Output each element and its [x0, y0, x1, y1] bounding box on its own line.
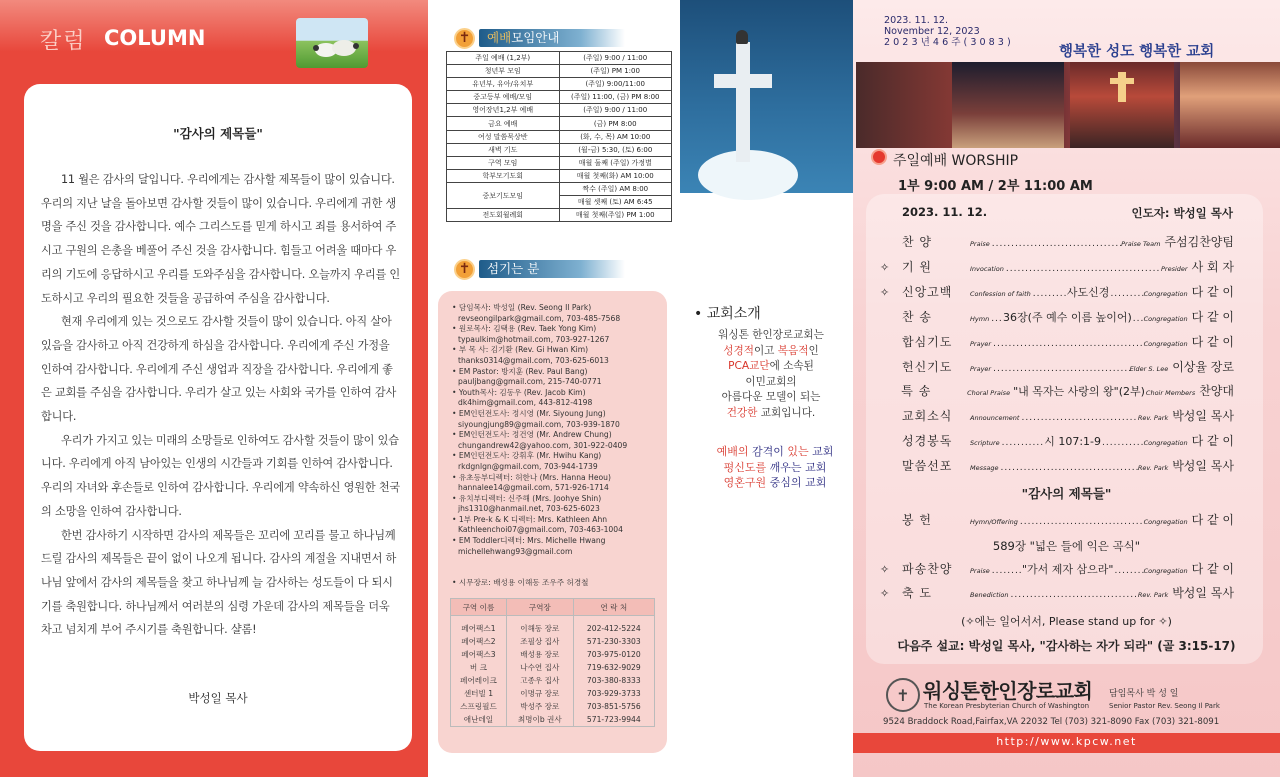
- leader-dots: [992, 239, 1121, 249]
- zone-row: [451, 713, 655, 726]
- order-label-en: Prayer: [970, 364, 992, 373]
- order-role-en: Congregation: [1143, 439, 1188, 448]
- intro-line: 이민교회의: [745, 375, 797, 388]
- order-person: 이상율 장로: [1172, 359, 1234, 374]
- order-label: 찬 양: [902, 235, 932, 249]
- leader-dots: [1002, 438, 1044, 448]
- servants-header: [454, 258, 625, 280]
- church-motto: 행복한 성도 행복한 교회: [1059, 44, 1215, 60]
- intro-word: 교회입니다.: [757, 406, 816, 419]
- schedule-event: 영어장년1,2부 예배: [447, 104, 560, 117]
- order-label: 기 원: [902, 259, 932, 274]
- servant-contact: dk4him@gmail.com, 443-812-4198: [458, 398, 593, 408]
- servant-contact: thanks0314@gmail.com, 703-625-6013: [458, 355, 609, 365]
- schedule-event: 전도회월례회: [447, 209, 560, 222]
- servant-contact: michellehwang93@gmail.com: [458, 546, 573, 556]
- order-role-en: Elder S. Lee: [1129, 364, 1169, 373]
- order-label: 신앙고백: [902, 284, 953, 299]
- zone-leader: 이해동 장로: [506, 616, 573, 635]
- order-label-en: Message: [970, 464, 999, 473]
- church-slogan: [696, 444, 853, 491]
- schedule-event: 새벽 기도: [447, 143, 560, 156]
- schedule-row: [447, 78, 672, 91]
- zone-leader: 이명규 장로: [506, 687, 573, 700]
- order-detail: "가서 제자 삼으라": [1021, 563, 1114, 576]
- order-person: 다 같 이: [1191, 284, 1235, 299]
- order-role-en: Congregation: [1143, 314, 1188, 323]
- intro-word: 인: [808, 344, 819, 357]
- schedule-row: [447, 91, 672, 104]
- stand-marker: ✧: [880, 587, 890, 600]
- worship-times: 1부 9:00 AM / 2부 11:00 AM: [898, 179, 1093, 194]
- schedule-event: 중보기도모임: [447, 182, 560, 208]
- zone-phone: 703-380-8333: [573, 674, 654, 687]
- leader-dots: [1001, 463, 1138, 473]
- zone-phone: 719-632-9029: [573, 661, 654, 674]
- zone-phone: 571-723-9944: [573, 713, 654, 726]
- servant-name: • EM인턴전도사: 강휘후 (Mr. Hwihu Kang): [452, 451, 662, 462]
- schedule-row: [447, 117, 672, 130]
- order-label: 성경봉독: [902, 434, 953, 449]
- zone-phone: 703-929-3733: [573, 687, 654, 700]
- column-card: [24, 84, 412, 751]
- column-body: [41, 168, 401, 642]
- order-detail: 사도신경: [1066, 285, 1110, 299]
- servant-name: • EM Pastor: 방지훈 (Rev. Paul Bang): [452, 367, 662, 378]
- order-role-en: Congregation: [1143, 289, 1188, 298]
- servants-header-text: 섬기는 분: [479, 260, 625, 278]
- schedule-table: [446, 51, 672, 222]
- leader-dots: [1020, 517, 1144, 527]
- sermon-title: "감사의 제목들": [1021, 486, 1112, 501]
- worship-order-item: [880, 333, 1234, 353]
- senior-pastor: 담임목사 박 성 일: [1109, 689, 1179, 699]
- intro-line: 워싱톤 한인장로교회는: [718, 329, 824, 341]
- order-label-en: Benediction: [970, 591, 1009, 599]
- zone-phone: 703-975-0120: [573, 648, 654, 661]
- stand-note: (✧에는 일어서서, Please stand up for ✧): [961, 615, 1172, 628]
- cross-photo: [680, 0, 853, 193]
- order-label: 말씀선포: [902, 459, 953, 474]
- zone-phone: 703-851-5756: [573, 700, 654, 713]
- column-paragraph: 현재 우리에게 있는 것으로도 감사할 것들이 많이 있습니다. 아직 살아있음을 감사하고 아직 건강하게 하심을 감사합니다. 우리에게 주신 가정을 인하여 감사합니다. 우리에게 주신 생업과 직장을 감사합니다. 우리에게 좋은 교회를 주심을 감사합니다. 우리가 살고 있는 사회와 국가를 인하여 감사합니다.: [41, 315, 397, 424]
- leader-dots: [1114, 566, 1143, 576]
- leader-dots: [1102, 438, 1144, 448]
- cross-icon: ✝: [454, 259, 475, 280]
- order-detail: 36장(주 예수 이름 높이어): [1003, 310, 1132, 324]
- elders-text: 시무장로: 배성용 이해동 조우주 허경철: [458, 578, 589, 587]
- zone-row: [451, 635, 655, 648]
- schedule-header-hl: 예배: [487, 30, 512, 45]
- zone-row: [451, 616, 655, 635]
- worship-title: 주일예배 WORSHIP: [893, 153, 1019, 169]
- schedule-time: (금) PM 8:00: [559, 117, 672, 130]
- order-label-en: Confession of faith: [970, 289, 1031, 298]
- slogan-word: 평신도를: [723, 460, 767, 474]
- worship-order-item: [880, 283, 1234, 303]
- cross-icon: ✝: [454, 28, 475, 49]
- servant-contact: revseongilpark@gmail.com, 703-485-7568: [458, 313, 621, 323]
- slogan-word: 감격이: [748, 445, 784, 458]
- worship-order-item: [880, 560, 1234, 580]
- senior-pastor-en: Senior Pastor Rev. Seong Il Park: [1109, 702, 1220, 710]
- schedule-time: 매월 둘째 (주일) 가정별: [559, 156, 672, 169]
- worship-order-item: [880, 407, 1234, 427]
- order-role-en: Rev. Park: [1137, 464, 1169, 473]
- schedule-event: 학부모기도회: [447, 169, 560, 182]
- leader-dots: [1011, 590, 1138, 600]
- bird-icon: [736, 30, 748, 44]
- order-person: 박성일 목사: [1172, 409, 1234, 424]
- sheep-photo: [296, 18, 368, 68]
- order-label-en: Invocation: [970, 264, 1004, 273]
- column-paragraph: 11 월은 감사의 달입니다. 우리에게는 감사할 제목들이 많이 있습니다. 우리의 지난 날을 돌아보면 감사할 것들이 많이 있습니다. 우리에게 귀한 생명을 주신 것을 감사합니다. 예수 그리스도를 믿게 하시고 죄를 용서하여 주시고 구원의 은총을 베풀어 주신 것을 감사합니다. 힘들고 어려울 때마다 우리의 기도에 응답하시고 우리를 도와주심을 감사합니다. 오늘까지 우리를 인도하시고 우리의 필요한 것들을 공급하여 주심을 감사합니다.: [41, 173, 401, 305]
- servant-name: • 원로목사: 김택용 (Rev. Taek Yong Kim): [452, 324, 662, 335]
- church-address: 9524 Braddock Road,Fairfax,VA 22032 Tel (703) 321-8090 Fax (703) 321-8091: [883, 717, 1220, 727]
- order-label-en: Hymn/Offering: [970, 518, 1018, 526]
- schedule-row: [447, 65, 672, 78]
- order-person: 다 같 이: [1191, 434, 1235, 449]
- zone-phone: 202-412-5224: [573, 616, 654, 635]
- schedule-event: 중고등부 예배/모임: [447, 91, 560, 104]
- order-label: 찬 송: [902, 309, 932, 324]
- order-label: 축 도: [902, 586, 932, 600]
- schedule-event: 유년부, 유아/유치부: [447, 78, 560, 91]
- zone-row: [451, 700, 655, 713]
- leader-dots: [1133, 314, 1144, 324]
- schedule-row: [447, 52, 672, 65]
- order-label-en: Prayer: [970, 339, 992, 348]
- zone-col-phone: 연 락 처: [573, 599, 654, 616]
- schedule-row: [447, 169, 672, 182]
- worship-order-item: [880, 382, 1234, 402]
- schedule-time: 매월 첫째(화) AM 10:00: [559, 169, 672, 182]
- schedule-event: 주일 예배 (1,2부): [447, 52, 560, 65]
- servants-card: [438, 291, 667, 753]
- order-label-en: Praise: [970, 240, 990, 248]
- zone-leader: 고종우 집사: [506, 674, 573, 687]
- leader-dots: [1006, 264, 1161, 274]
- schedule-time: (주일) 9:00 / 11:00: [559, 52, 672, 65]
- stand-marker: ✧: [880, 285, 890, 299]
- order-person: 찬양대: [1199, 384, 1234, 399]
- servant-contact: hannalee14@gmail.com, 571-926-1714: [458, 483, 609, 493]
- servant-name: • 담임목사: 박성일 (Rev. Seong Il Park): [452, 303, 662, 314]
- zone-leader: 배성용 장로: [506, 648, 573, 661]
- next-week-sermon: 다음주 설교: 박성일 목사, "감사하는 자가 되라" (골 3:15-17): [897, 639, 1236, 653]
- intro-word: 성경적: [723, 344, 754, 357]
- zone-col-leader: 구역장: [506, 599, 573, 616]
- order-detail: "내 목자는 사랑의 왕"(2부): [1013, 385, 1145, 399]
- schedule-event: 여성 말씀묵상반: [447, 130, 560, 143]
- church-url[interactable]: http://www.kpcw.net: [996, 735, 1137, 748]
- flower-icon: [871, 149, 887, 165]
- schedule-time: (화, 수, 목) AM 10:00: [559, 130, 672, 143]
- order-label: 파송찬양: [902, 562, 953, 576]
- order-label-en: Hymn: [970, 314, 990, 323]
- schedule-header-text: 모임안내: [511, 30, 560, 45]
- slogan-word: 있는: [783, 445, 813, 458]
- servant-contact: typaulkim@hotmail.com, 703-927-1267: [458, 334, 610, 344]
- slogan-word: 교회: [812, 445, 834, 458]
- zone-table: [450, 598, 655, 727]
- column-heading-ko: 칼럼: [40, 29, 87, 54]
- schedule-time: 매월 셋째 (토) AM 6:45: [559, 196, 672, 209]
- schedule-event: 금요 예배: [447, 117, 560, 130]
- intro-text: [696, 328, 846, 421]
- order-label: 특 송: [901, 384, 932, 399]
- servant-contact: pauljbang@gmail.com, 215-740-0771: [458, 377, 602, 387]
- servant-contact: Kathleenchoi07@gmail.com, 703-463-1004: [458, 525, 623, 535]
- zone-leader: 나수연 집사: [506, 661, 573, 674]
- slogan-word: 중심의: [766, 476, 806, 489]
- order-role-en: Presider: [1161, 264, 1188, 273]
- order-label: 봉 헌: [902, 513, 932, 527]
- church-name-en: The Korean Presbyterian Church of Washington: [924, 702, 1090, 710]
- schedule-time: (주일) 11:00, (금) PM 8:00: [559, 91, 672, 104]
- stand-marker: ✧: [880, 563, 890, 576]
- order-label: 교회소식: [902, 409, 953, 424]
- order-person: 다 같 이: [1191, 513, 1234, 527]
- order-role-en: Rev. Park: [1137, 591, 1169, 599]
- servant-name: • EM인턴전도사: 정건영 (Mr. Andrew Chung): [452, 430, 662, 441]
- worship-order-item: [880, 258, 1234, 278]
- zone-leader: 최명이b 권사: [506, 713, 573, 726]
- zone-leader: 박성주 장로: [506, 700, 573, 713]
- bulletin-date: [884, 15, 1011, 48]
- order-role-en: Choir Members: [1145, 389, 1196, 398]
- servant-name: • 유치부디렉터: 신주해 (Mrs. Joohye Shin): [452, 494, 662, 505]
- info-panel: [428, 0, 680, 777]
- leader-dots: [1033, 289, 1066, 299]
- order-person: 박성일 목사: [1172, 586, 1234, 600]
- leader-dots: [993, 364, 1129, 374]
- intro-line: 아름다운 모델이 되는: [721, 391, 821, 403]
- zone-name: 애난데일: [451, 713, 507, 726]
- schedule-row: [447, 182, 672, 195]
- column-heading-en: COLUMN: [104, 26, 206, 50]
- intro-word: 에 소속된: [769, 360, 814, 372]
- order-role-en: Congregation: [1143, 339, 1188, 348]
- issue-number: 2 0 2 3 년 4 6 주 ( 3 0 8 3 ): [884, 37, 1011, 48]
- order-role-en: Congregation: [1143, 518, 1188, 526]
- slogan-word: 교회: [805, 460, 827, 474]
- order-label-en: Scripture: [970, 439, 1000, 448]
- order-role-en: Congregation: [1143, 567, 1188, 575]
- order-person: 다 같 이: [1191, 334, 1234, 349]
- zone-name: 페어레이크: [451, 674, 507, 687]
- schedule-time: (주일) 9:00/11:00: [559, 78, 672, 91]
- order-person: 주섬김찬양팀: [1164, 235, 1234, 249]
- worship-order-item: [880, 308, 1234, 328]
- schedule-row: [447, 130, 672, 143]
- zone-row: [451, 687, 655, 700]
- order-label-en: Announcement: [970, 414, 1020, 423]
- order-label: 헌신기도: [902, 359, 953, 374]
- intro-word: 복음적: [777, 344, 809, 357]
- schedule-event: 구역 모임: [447, 156, 560, 169]
- slogan-word: 예배의: [716, 445, 749, 458]
- slogan-word: 영혼구원: [723, 476, 767, 489]
- intro-word: 이고: [753, 344, 778, 357]
- zone-name: 버 크: [451, 661, 507, 674]
- schedule-row: [447, 104, 672, 117]
- zone-row: [451, 661, 655, 674]
- column-panel: [0, 0, 428, 777]
- schedule-time: 매월 첫째(주일) PM 1:00: [559, 209, 672, 222]
- worship-order-item: [880, 432, 1234, 452]
- zone-name: 페어팩스3: [451, 648, 507, 661]
- service-date: 2023. 11. 12.: [902, 205, 988, 219]
- worship-order-item: [880, 358, 1234, 378]
- slogan-word: 교회: [805, 476, 827, 489]
- intro-title: • 교회소개: [694, 306, 761, 322]
- column-title: "감사의 제목들": [173, 126, 263, 141]
- zone-col-name: 구역 이름: [451, 599, 507, 616]
- order-label: 합심기도: [902, 334, 953, 349]
- worship-order-item: [880, 457, 1234, 477]
- order-person: 다 같 이: [1191, 562, 1234, 576]
- intro-panel: [680, 0, 853, 777]
- zone-phone: 571-230-3303: [573, 635, 654, 648]
- church-name: 워싱톤한인장로교회: [923, 679, 1093, 703]
- order-label-en: Praise: [970, 567, 990, 575]
- servant-contact: chungandrew42@yahoo.com, 301-922-0409: [458, 440, 628, 450]
- leader-dots: [1110, 289, 1143, 299]
- congregation-photo-banner: [856, 62, 1280, 148]
- leader-dots: [992, 566, 1021, 576]
- worship-order-item: [880, 584, 1234, 604]
- order-person: 박성일 목사: [1172, 459, 1234, 474]
- servant-name: • Youth목사: 김동우 (Rev. Jacob Kim): [452, 388, 662, 399]
- schedule-row: [447, 156, 672, 169]
- leader-dots: [991, 314, 1002, 324]
- date-ko: 2023. 11. 12.: [884, 15, 949, 26]
- schedule-time: (월-금) 5:30, (토) 6:00: [559, 143, 672, 156]
- servant-name: • EM Toddler디렉터: Mrs. Michelle Hwang: [452, 536, 662, 547]
- zone-leader: 조필상 집사: [506, 635, 573, 648]
- worship-order-item: [880, 233, 1234, 253]
- column-author: 박성일 목사: [188, 691, 248, 705]
- schedule-time: (주일) PM 1:00: [559, 65, 672, 78]
- offering-hymn: 589장 "넓은 들에 익은 곡식": [992, 539, 1141, 553]
- servants-list: [452, 303, 662, 557]
- schedule-header: [454, 27, 625, 49]
- servant-name: • 1부 Pre-k & K 디렉터: Mrs. Kathleen Ahn: [452, 515, 662, 526]
- zone-row: [451, 648, 655, 661]
- intro-word: PCA교단: [728, 360, 770, 372]
- column-paragraph: 한번 감사하기 시작하면 감사의 제목들은 꼬리에 꼬리를 물고 하나님께 드릴 감사의 제목들은 끝이 없이 나오게 됩니다. 감사의 계절을 지내면서 하나님 앞에서 감사의 제목들을 찾고 하나님께 늘 감사하는 성도들이 다 되시기를 축원합니다. 하나님께서 여러분의 심령 가운데 감사의 제목들을 더욱 차고 넘치게 부어 주시기를 축원합니다. 샬롬!: [41, 528, 397, 637]
- elders-line: • 시무장로: 배성용 이해동 조우주 허경철: [452, 578, 589, 587]
- order-detail: 시 107:1-9: [1044, 435, 1102, 449]
- zone-row: [451, 674, 655, 687]
- schedule-time: 짝수 (주일) AM 8:00: [559, 182, 672, 195]
- slogan-word: 깨우는: [766, 460, 806, 474]
- servant-contact: jhs1310@hanmail.net, 703-625-6023: [458, 504, 600, 514]
- order-label-en: Choral Praise: [967, 389, 1011, 398]
- order-person: 다 같 이: [1191, 309, 1235, 324]
- service-leader: 인도자: 박성일 목사: [1131, 206, 1233, 220]
- schedule-row: [447, 209, 672, 222]
- leader-dots: [993, 339, 1144, 349]
- order-role-en: Rev. Park: [1137, 414, 1169, 423]
- intro-word: 건강한: [726, 406, 758, 419]
- leader-dots: [1021, 413, 1137, 423]
- servant-name: • 부 목 사: 김기환 (Rev. Gi Hwan Kim): [452, 345, 662, 356]
- stand-marker: ✧: [880, 260, 890, 274]
- schedule-event: 청년부 모임: [447, 65, 560, 78]
- order-person: 사 회 자: [1191, 259, 1234, 274]
- schedule-row: [447, 143, 672, 156]
- servant-name: • 유초등부디렉터: 허한나 (Mrs. Hanna Heou): [452, 473, 662, 484]
- church-logo-icon: ✝: [886, 678, 920, 712]
- servant-contact: rkdgnlgn@gmail.com, 703-944-1739: [458, 461, 598, 471]
- zone-name: 페어팩스1: [451, 616, 507, 635]
- zone-name: 스프링필드: [451, 700, 507, 713]
- column-paragraph: 우리가 가지고 있는 미래의 소망들로 인하여도 감사할 것들이 많이 있습니다. 우리에게 아직 남아있는 인생의 시간들과 기회를 인하여 감사합니다. 우리의 자녀와 후손들로 인하여 감사합니다. 우리에게 약속하신 영원한 천국의 소망을 인하여 감사합니다.: [41, 433, 401, 518]
- worship-panel: [853, 0, 1280, 777]
- worship-order-item: [880, 511, 1234, 531]
- schedule-time: (주일) 9:00 / 11:00: [559, 104, 672, 117]
- servant-contact: siyoungjung89@gmail.com, 703-939-1870: [458, 419, 620, 429]
- zone-name: 센터빌 1: [451, 687, 507, 700]
- order-role-en: Praise Team: [1121, 240, 1161, 248]
- date-en: November 12, 2023: [884, 26, 980, 37]
- zone-name: 페어팩스2: [451, 635, 507, 648]
- servant-name: • EM인턴전도사: 정시영 (Mr. Siyoung Jung): [452, 409, 662, 420]
